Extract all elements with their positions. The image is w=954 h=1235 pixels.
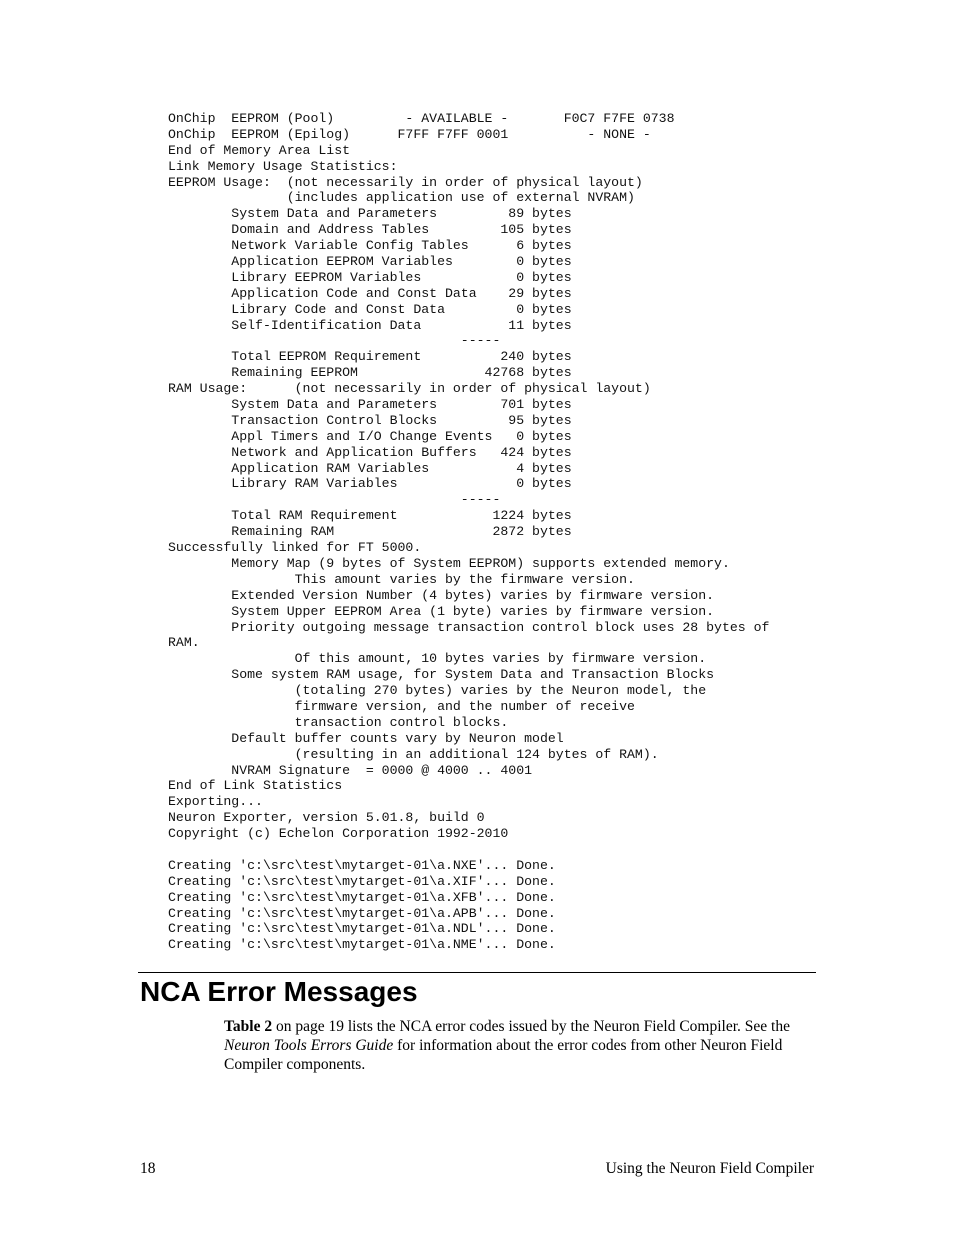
code-line: Domain and Address Tables 105 bytes bbox=[168, 222, 572, 238]
code-line: ----- bbox=[168, 492, 501, 508]
page-number: 18 bbox=[140, 1160, 156, 1177]
compiler-output-listing bbox=[168, 111, 868, 953]
code-line: NVRAM Signature = 0000 @ 4000 .. 4001 bbox=[168, 762, 533, 778]
code-line: System Data and Parameters 701 bytes bbox=[168, 397, 572, 413]
code-line: ----- bbox=[168, 333, 501, 349]
code-line: Creating 'c:\src\test\mytarget-01\a.APB'... Done. bbox=[168, 905, 556, 921]
code-line: Extended Version Number (4 bytes) varies by firmware version. bbox=[168, 587, 715, 603]
code-line: Link Memory Usage Statistics: bbox=[168, 158, 398, 174]
code-line: Remaining EEPROM 42768 bytes bbox=[168, 365, 572, 381]
code-line: Default buffer counts vary by Neuron model bbox=[168, 730, 564, 746]
code-line: Creating 'c:\src\test\mytarget-01\a.NME'... Done. bbox=[168, 937, 556, 953]
code-line: firmware version, and the number of receive bbox=[168, 698, 635, 714]
code-line: Copyright (c) Echelon Corporation 1992-2010 bbox=[168, 826, 509, 842]
code-line: Transaction Control Blocks 95 bytes bbox=[168, 412, 572, 428]
code-line: Total EEPROM Requirement 240 bytes bbox=[168, 349, 572, 365]
code-line: transaction control blocks. bbox=[168, 714, 509, 730]
code-line bbox=[168, 842, 868, 858]
guide-title: Neuron Tools Errors Guide bbox=[224, 1037, 394, 1054]
code-line: RAM Usage: (not necessarily in order of physical layout) bbox=[168, 381, 651, 397]
code-line: EEPROM Usage: (not necessarily in order of physical layout) bbox=[168, 174, 643, 190]
code-line: Some system RAM usage, for System Data and Transaction Blocks bbox=[168, 667, 715, 683]
table-reference: Table 2 bbox=[224, 1018, 273, 1035]
section-divider bbox=[138, 972, 816, 973]
code-line: (resulting in an additional 124 bytes of RAM). bbox=[168, 746, 659, 762]
code-line: OnChip EEPROM (Epilog) F7FF F7FF 0001 - NONE - bbox=[168, 126, 651, 142]
code-line: Library Code and Const Data 0 bytes bbox=[168, 301, 572, 317]
code-line: Creating 'c:\src\test\mytarget-01\a.NDL'... Done. bbox=[168, 921, 556, 937]
code-line: Remaining RAM 2872 bytes bbox=[168, 524, 572, 540]
code-line: OnChip EEPROM (Pool) - AVAILABLE - F0C7 F7FE 0738 bbox=[168, 111, 675, 126]
code-line: Application Code and Const Data 29 bytes bbox=[168, 285, 572, 301]
code-line: Appl Timers and I/O Change Events 0 bytes bbox=[168, 428, 572, 444]
code-line: Creating 'c:\src\test\mytarget-01\a.XIF'... Done. bbox=[168, 873, 556, 889]
code-line: Library RAM Variables 0 bytes bbox=[168, 476, 572, 492]
code-line: Of this amount, 10 bytes varies by firmware version. bbox=[168, 651, 707, 667]
section-heading: NCA Error Messages bbox=[140, 976, 418, 1007]
code-line: Application EEPROM Variables 0 bytes bbox=[168, 254, 572, 270]
code-line: (includes application use of external NVRAM) bbox=[168, 190, 635, 206]
code-line: Neuron Exporter, version 5.01.8, build 0 bbox=[168, 810, 485, 826]
paragraph-text-2: for information about the error codes from other Neuron Field Compiler components. bbox=[224, 1037, 783, 1073]
code-line: Creating 'c:\src\test\mytarget-01\a.NXE'... Done. bbox=[168, 857, 556, 873]
paragraph-text-1: on page 19 lists the NCA error codes issued by the Neuron Field Compiler. See the bbox=[272, 1018, 790, 1035]
code-line: Exporting... bbox=[168, 794, 263, 810]
code-line: Priority outgoing message transaction control block uses 28 bytes of bbox=[168, 619, 770, 635]
code-line: End of Memory Area List bbox=[168, 142, 351, 158]
code-line: Network and Application Buffers 424 bytes bbox=[168, 444, 572, 460]
code-line: RAM. bbox=[168, 635, 200, 651]
code-line: Network Variable Config Tables 6 bytes bbox=[168, 238, 572, 254]
code-line: Creating 'c:\src\test\mytarget-01\a.XFB'... Done. bbox=[168, 889, 556, 905]
code-line: Self-Identification Data 11 bytes bbox=[168, 317, 572, 333]
code-line: (totaling 270 bytes) varies by the Neuron model, the bbox=[168, 683, 707, 699]
footer-section-title: Using the Neuron Field Compiler bbox=[605, 1160, 814, 1177]
code-line: System Upper EEPROM Area (1 byte) varies by firmware version. bbox=[168, 603, 715, 619]
code-line: System Data and Parameters 89 bytes bbox=[168, 206, 572, 222]
code-line: Successfully linked for FT 5000. bbox=[168, 540, 422, 556]
code-line: Total RAM Requirement 1224 bytes bbox=[168, 508, 572, 524]
code-line: This amount varies by the firmware version. bbox=[168, 571, 635, 587]
code-line: Memory Map (9 bytes of System EEPROM) supports extended memory. bbox=[168, 555, 730, 571]
section-paragraph bbox=[224, 1017, 814, 1074]
code-line: End of Link Statistics bbox=[168, 778, 343, 794]
code-line: Library EEPROM Variables 0 bytes bbox=[168, 269, 572, 285]
code-line: Application RAM Variables 4 bytes bbox=[168, 460, 572, 476]
